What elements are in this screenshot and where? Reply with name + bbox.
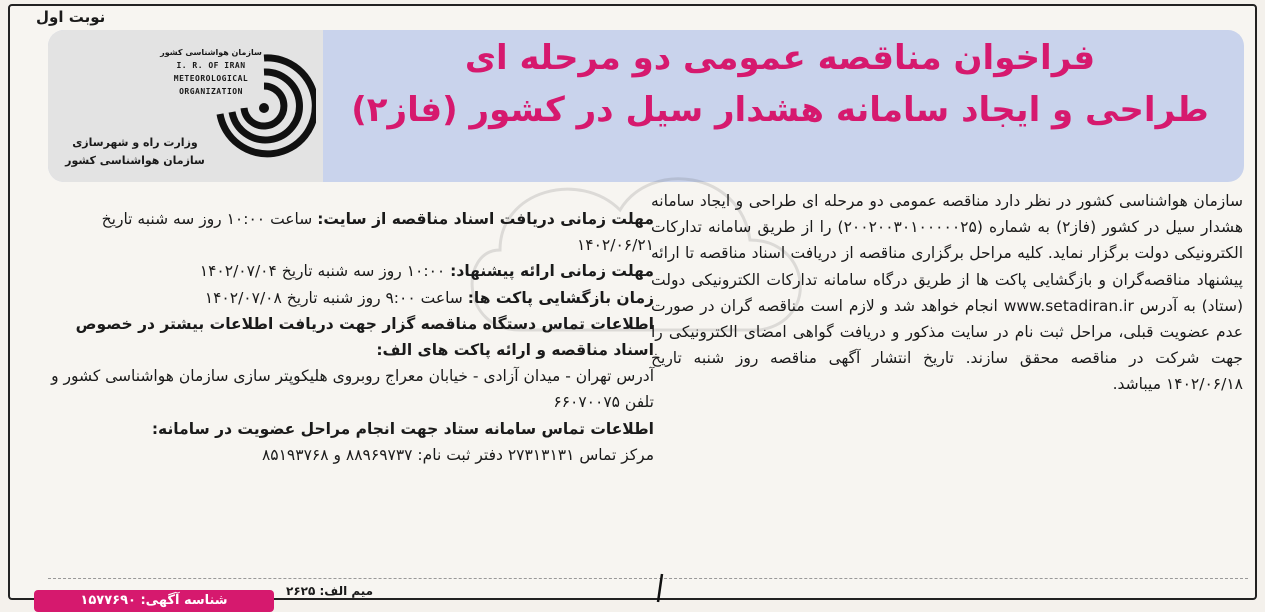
- deadline-docs-label: مهلت زمانی دریافت اسناد مناقصه از سایت:: [317, 210, 654, 228]
- setad-contact: مرکز تماس ۲۷۳۱۳۱۳۱ دفتر ثبت نام: ۸۸۹۶۹۷۳۷ و ۸۵۱۹۳۷۶۸: [261, 445, 654, 464]
- ad-id-text: شناسه آگهی: ۱۵۷۷۶۹۰: [80, 593, 228, 608]
- org-name-fa-small: سازمان هواشناسی کشور: [160, 48, 262, 57]
- opening-value: ساعت ۹:۰۰ روز شنبه تاریخ ۱۴۰۲/۰۷/۰۸: [204, 288, 463, 307]
- notice-title: [330, 32, 1230, 136]
- deadline-offer-label: مهلت زمانی ارائه پیشنهاد:: [450, 262, 654, 281]
- title-line-2: طراحی و ایجاد سامانه هشدار سیل در کشور (فاز۲): [351, 90, 1209, 130]
- opening-time: [46, 285, 654, 311]
- deadline-docs: [46, 206, 654, 258]
- pen-mark: [650, 572, 670, 604]
- notice-body-text: سازمان هواشناسی کشور در نظر دارد مناقصه عمومی دو مرحله ای طراحی و ایجاد سامانه هشدار سیل در کشور (فاز۲) به شماره (۲۰۰۲۰۰۳۰۱۰۰۰۰۰۲۵) را از طریق سامانه تدارکات الکترونیکی دولت برگزار نماید. کلیه مراحل برگزاری مناقصه از دریافت اسناد مناقصه تا ارائه پیشنهاد مناقصه‌گران و بازگشایی پاکت ها از طریق درگاه سامانه تدارکات الکترونیکی دولت (ستاد) به آدرس www.setadiran.ir انجام خواهد شد و لازم است مناقصه گران در صورت عدم عضویت قبلی، مراحل ثبت نام در سایت مذکور و دریافت گواهی امضای الکترونیکی را جهت شرکت در مناقصه محقق سازند. تاریخ انتشار آگهی مناقصه روز شنبه تاریخ ۱۴۰۲/۰۶/۱۸ میباشد.: [651, 192, 1243, 394]
- title-line-1: فراخوان مناقصه عمومی دو مرحله ای: [464, 38, 1096, 78]
- opening-label: زمان بازگشایی پاکت ها:: [467, 288, 654, 307]
- deadline-docs-value: ساعت ۱۰:۰۰ روز سه شنبه تاریخ ۱۴۰۲/۰۶/۲۱: [101, 210, 654, 255]
- ministry-line-2: سازمان هواشناسی کشور: [65, 154, 205, 167]
- setad-heading: اطلاعات تماس سامانه ستاد جهت انجام مراحل عضویت در سامانه:: [151, 419, 654, 438]
- notice-body-left: [46, 206, 654, 468]
- deadline-offer: [46, 258, 654, 284]
- org-name-line-3: ORGANIZATION: [179, 87, 243, 96]
- ministry-line-1: وزارت راه و شهرسازی: [72, 136, 198, 149]
- contact-heading: اطلاعات تماس دستگاه مناقصه گزار جهت دریافت اطلاعات بیشتر در خصوص اسناد مناقصه و ارائه پاکت های الف:: [75, 314, 654, 360]
- org-name-english: [146, 46, 276, 98]
- notice-body-right: [651, 188, 1243, 398]
- footer-separator: [48, 578, 1248, 579]
- round-label: نوبت اول: [36, 8, 106, 26]
- ad-id-badge: [34, 590, 274, 612]
- address: آدرس تهران - میدان آزادی - خیابان معراج روبروی هلیکوپتر سازی سازمان هواشناسی کشور و تلفن ۶۶۰۷۰۰۷۵: [51, 367, 654, 412]
- ministry-block: [60, 134, 210, 170]
- org-name-line-2: METEOROLOGICAL: [173, 74, 249, 83]
- mim-alef-code: میم الف: ۲۶۲۵: [286, 584, 374, 598]
- org-name-line-1: I. R. OF IRAN: [176, 61, 246, 70]
- deadline-offer-value: ۱۰:۰۰ روز سه شنبه تاریخ ۱۴۰۲/۰۷/۰۴: [199, 262, 446, 281]
